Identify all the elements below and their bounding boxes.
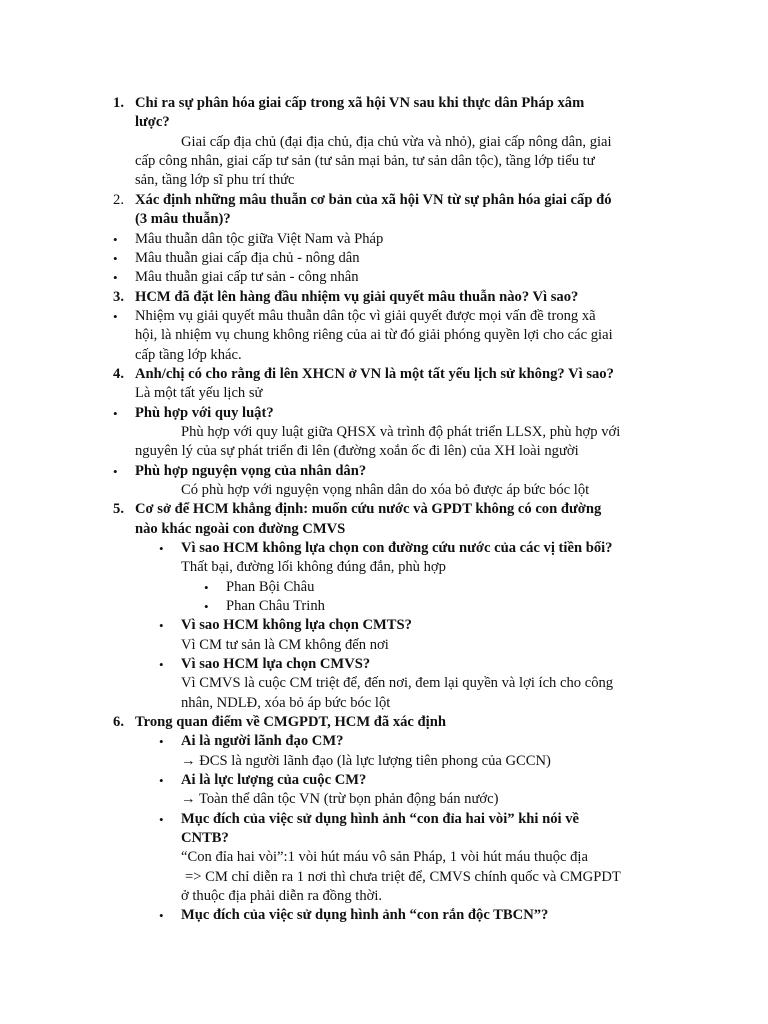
answer-text: Nhiệm vụ giải quyết mâu thuẫn dân tộc vì giải quyết được mọi vấn đề trong xã: [135, 308, 596, 324]
bullet-icon: •: [159, 734, 164, 749]
sub-question-title: Mục đích của việc sử dụng hình ảnh “con đỉa hai vòi” khi nói về: [181, 811, 580, 827]
answer-text: nhân, NDLĐ, xóa bỏ áp bức bóc lột: [181, 695, 391, 711]
answer-text: Có phù hợp với nguyện vọng nhân dân do xóa bỏ được áp bức bóc lột: [181, 482, 590, 498]
bullet-icon: •: [204, 599, 209, 614]
list-item: Mâu thuẫn dân tộc giữa Việt Nam và Pháp: [135, 231, 384, 247]
answer-text: Thất bại, đường lối không đúng đắn, phù hợp: [181, 559, 446, 575]
question-title: Anh/chị có cho rằng đi lên XHCN ở VN là một tất yếu lịch sử không? Vì sao?: [135, 366, 614, 382]
bullet-icon: •: [159, 908, 164, 923]
sub-question-title: Phù hợp nguyện vọng của nhân dân?: [135, 463, 367, 479]
sub-question-title: Ai là người lãnh đạo CM?: [181, 733, 344, 749]
question-title: (3 mâu thuẫn)?: [135, 211, 231, 227]
answer-text: → Toàn thể dân tộc VN (trừ bọn phản động bán nước): [181, 791, 499, 807]
bullet-icon: •: [113, 309, 118, 324]
bullet-icon: •: [159, 773, 164, 788]
bullet-icon: •: [204, 580, 209, 595]
bullet-icon: •: [113, 464, 118, 479]
question-title: Trong quan điểm về CMGPDT, HCM đã xác định: [135, 714, 446, 730]
question-title: lược?: [135, 114, 170, 130]
answer-text: Phù hợp với quy luật giữa QHSX và trình độ phát triển LLSX, phù hợp với: [181, 424, 621, 440]
question-number: 5.: [113, 501, 124, 517]
question-title: Cơ sở để HCM khẳng định: muốn cứu nước và GPDT không có con đường: [135, 501, 602, 517]
list-item: Mâu thuẫn giai cấp địa chủ - nông dân: [135, 250, 360, 266]
sub-question-title: Mục đích của việc sử dụng hình ảnh “con rắn độc TBCN”?: [181, 907, 549, 923]
question-title: HCM đã đặt lên hàng đầu nhiệm vụ giải quyết mâu thuẫn nào? Vì sao?: [135, 289, 579, 305]
bullet-icon: •: [159, 541, 164, 556]
answer-text: → ĐCS là người lãnh đạo (là lực lượng tiên phong của GCCN): [181, 753, 551, 769]
sub-question-title: Vì sao HCM không lựa chọn CMTS?: [181, 617, 412, 633]
sub-question-title: Vì sao HCM lựa chọn CMVS?: [181, 656, 371, 672]
answer-text: ở thuộc địa phải diễn ra đồng thời.: [181, 888, 383, 904]
answer-text: hội, là nhiệm vụ chung không riêng của ai từ đó giải phóng quyền lợi cho các giai: [135, 327, 613, 343]
bullet-icon: •: [113, 232, 118, 247]
answer-text: sản, tầng lớp sĩ phu trí thức: [135, 172, 295, 188]
answer-text: cấp tầng lớp khác.: [135, 347, 242, 363]
question-title: Xác định những mâu thuẫn cơ bản của xã hội VN từ sự phân hóa giai cấp đó: [135, 192, 612, 208]
bullet-icon: •: [113, 406, 118, 421]
question-number: 3.: [113, 289, 124, 305]
list-item: Phan Châu Trinh: [226, 598, 325, 614]
question-number: 6.: [113, 714, 124, 730]
bullet-icon: •: [159, 657, 164, 672]
answer-text: => CM chỉ diễn ra 1 nơi thì chưa triệt để, CMVS chính quốc và CMGPDT: [185, 869, 621, 885]
question-number: 4.: [113, 366, 124, 382]
sub-question-title: Vì sao HCM không lựa chọn con đường cứu nước của các vị tiền bối?: [181, 540, 613, 556]
answer-text: “Con đỉa hai vòi”:1 vòi hút máu vô sản Pháp, 1 vòi hút máu thuộc địa: [181, 849, 588, 865]
sub-question-title: Ai là lực lượng của cuộc CM?: [181, 772, 367, 788]
answer-text: Vì CMVS là cuộc CM triệt để, đến nơi, đem lại quyền và lợi ích cho công: [181, 675, 614, 691]
list-item: Mâu thuẫn giai cấp tư sản - công nhân: [135, 269, 359, 285]
answer-text: Giai cấp địa chủ (đại địa chủ, địa chủ vừa và nhỏ), giai cấp nông dân, giai: [181, 134, 612, 150]
answer-text: nguyên lý của sự phát triển đi lên (đường xoắn ốc đi lên) của XH loài người: [135, 443, 579, 459]
bullet-icon: •: [159, 812, 164, 827]
bullet-icon: •: [159, 618, 164, 633]
bullet-icon: •: [113, 270, 118, 285]
list-item: Phan Bội Châu: [226, 579, 315, 595]
bullet-icon: •: [113, 251, 118, 266]
sub-question-title: Phù hợp với quy luật?: [135, 405, 274, 421]
question-number: 1.: [113, 95, 124, 111]
answer-text: cấp công nhân, giai cấp tư sản (tư sản mại bản, tư sản dân tộc), tầng lớp tiểu tư: [135, 153, 595, 169]
question-number: 2.: [113, 192, 124, 208]
answer-text: Vì CM tư sản là CM không đến nơi: [181, 637, 389, 653]
question-title: nào khác ngoài con đường CMVS: [135, 521, 346, 537]
sub-question-title: CNTB?: [181, 830, 229, 846]
answer-text: Là một tất yếu lịch sử: [135, 385, 263, 401]
question-title: Chỉ ra sự phân hóa giai cấp trong xã hội VN sau khi thực dân Pháp xâm: [135, 95, 585, 111]
